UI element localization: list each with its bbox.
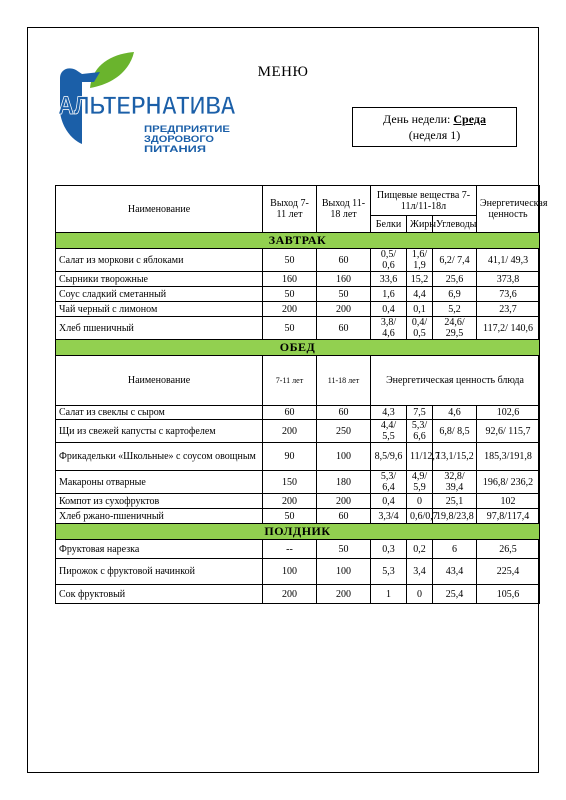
header-out-11-18: Выход 11-18 лет bbox=[317, 186, 371, 233]
logo-name: АЛЬТЕРНАТИВА bbox=[58, 92, 236, 120]
day-label: День недели: bbox=[383, 112, 451, 126]
header-nutrients: Пищевые вещества 7-11л/11-18л bbox=[371, 186, 477, 216]
table-row: Макароны отварные 150 180 5,3/ 6,4 4,9/ 5,9 32,8/ 39,4 196,8/ 236,2 bbox=[56, 471, 540, 494]
table-row: Хлеб пшеничный 50 60 3,8/ 4,6 0,4/ 0,5 24,6/ 29,5 117,2/ 140,6 bbox=[56, 317, 540, 340]
logo-subtitle-line-2: ЗДОРОВОГО bbox=[144, 134, 214, 145]
table-row: Салат из свеклы с сыром 60 60 4,3 7,5 4,6 102,6 bbox=[56, 406, 540, 420]
lunch-header-energy: Энергетическая ценность блюда bbox=[371, 356, 540, 406]
header-name: Наименование bbox=[56, 186, 263, 233]
header-carbs: Углеводы bbox=[433, 216, 477, 233]
week-label: (неделя 1) bbox=[408, 128, 461, 142]
header-energy: Энергетическая ценность bbox=[477, 186, 540, 233]
lunch-header-out-11-18: 11-18 лет bbox=[317, 356, 371, 406]
day-value: Среда bbox=[453, 112, 486, 126]
table-row: Пирожок с фруктовой начинкой 100 100 5,3 3,4 43,4 225,4 bbox=[56, 559, 540, 585]
table-row: Компот из сухофруктов 200 200 0,4 0 25,1 102 bbox=[56, 494, 540, 509]
day-of-week-box bbox=[352, 107, 517, 147]
table-row: Хлеб ржано-пшеничный 50 60 3,3/4 0,6/0,7 19,8/23,8 97,8/117,4 bbox=[56, 509, 540, 524]
table-row: Фруктовая нарезка -- 50 0,3 0,2 6 26,5 bbox=[56, 540, 540, 559]
table-row: Соус сладкий сметанный 50 50 1,6 4,4 6,9 73,6 bbox=[56, 287, 540, 302]
section-lunch: ОБЕД bbox=[56, 340, 540, 356]
menu-table bbox=[55, 185, 548, 604]
table-row: Щи из свежей капусты с картофелем 200 250 4,4/ 5,5 5,3/ 6,6 6,8/ 8,5 92,6/ 115,7 bbox=[56, 420, 540, 443]
table-row: Чай черный с лимоном 200 200 0,4 0,1 5,2 23,7 bbox=[56, 302, 540, 317]
table-row: Фрикадельки «Школьные» с соусом овощным 90 100 8,5/9,6 11/12,7 13,1/15,2 185,3/191,8 bbox=[56, 443, 540, 471]
table-row: Сок фруктовый 200 200 1 0 25,4 105,6 bbox=[56, 585, 540, 604]
table-row: Сырники творожные 160 160 33,6 15,2 25,6 373,8 bbox=[56, 272, 540, 287]
header-out-7-11: Выход 7-11 лет bbox=[263, 186, 317, 233]
page-title: МЕНЮ bbox=[257, 64, 309, 80]
lunch-header-out-7-11: 7-11 лет bbox=[263, 356, 317, 406]
logo-subtitle-line-3: ПИТАНИЯ bbox=[144, 144, 207, 155]
section-snack: ПОЛДНИК bbox=[56, 524, 540, 540]
header-fats: Жиры bbox=[407, 216, 433, 233]
logo-subtitle-line-1: ПРЕДПРИЯТИЕ bbox=[144, 124, 230, 135]
header-proteins: Белки bbox=[371, 216, 407, 233]
lunch-header-name: Наименование bbox=[56, 356, 263, 406]
table-row: Салат из моркови с яблоками 50 60 0,5/ 0,6 1,6/ 1,9 6,2/ 7,4 41,1/ 49,3 bbox=[56, 249, 540, 272]
section-breakfast: ЗАВТРАК bbox=[56, 233, 540, 249]
